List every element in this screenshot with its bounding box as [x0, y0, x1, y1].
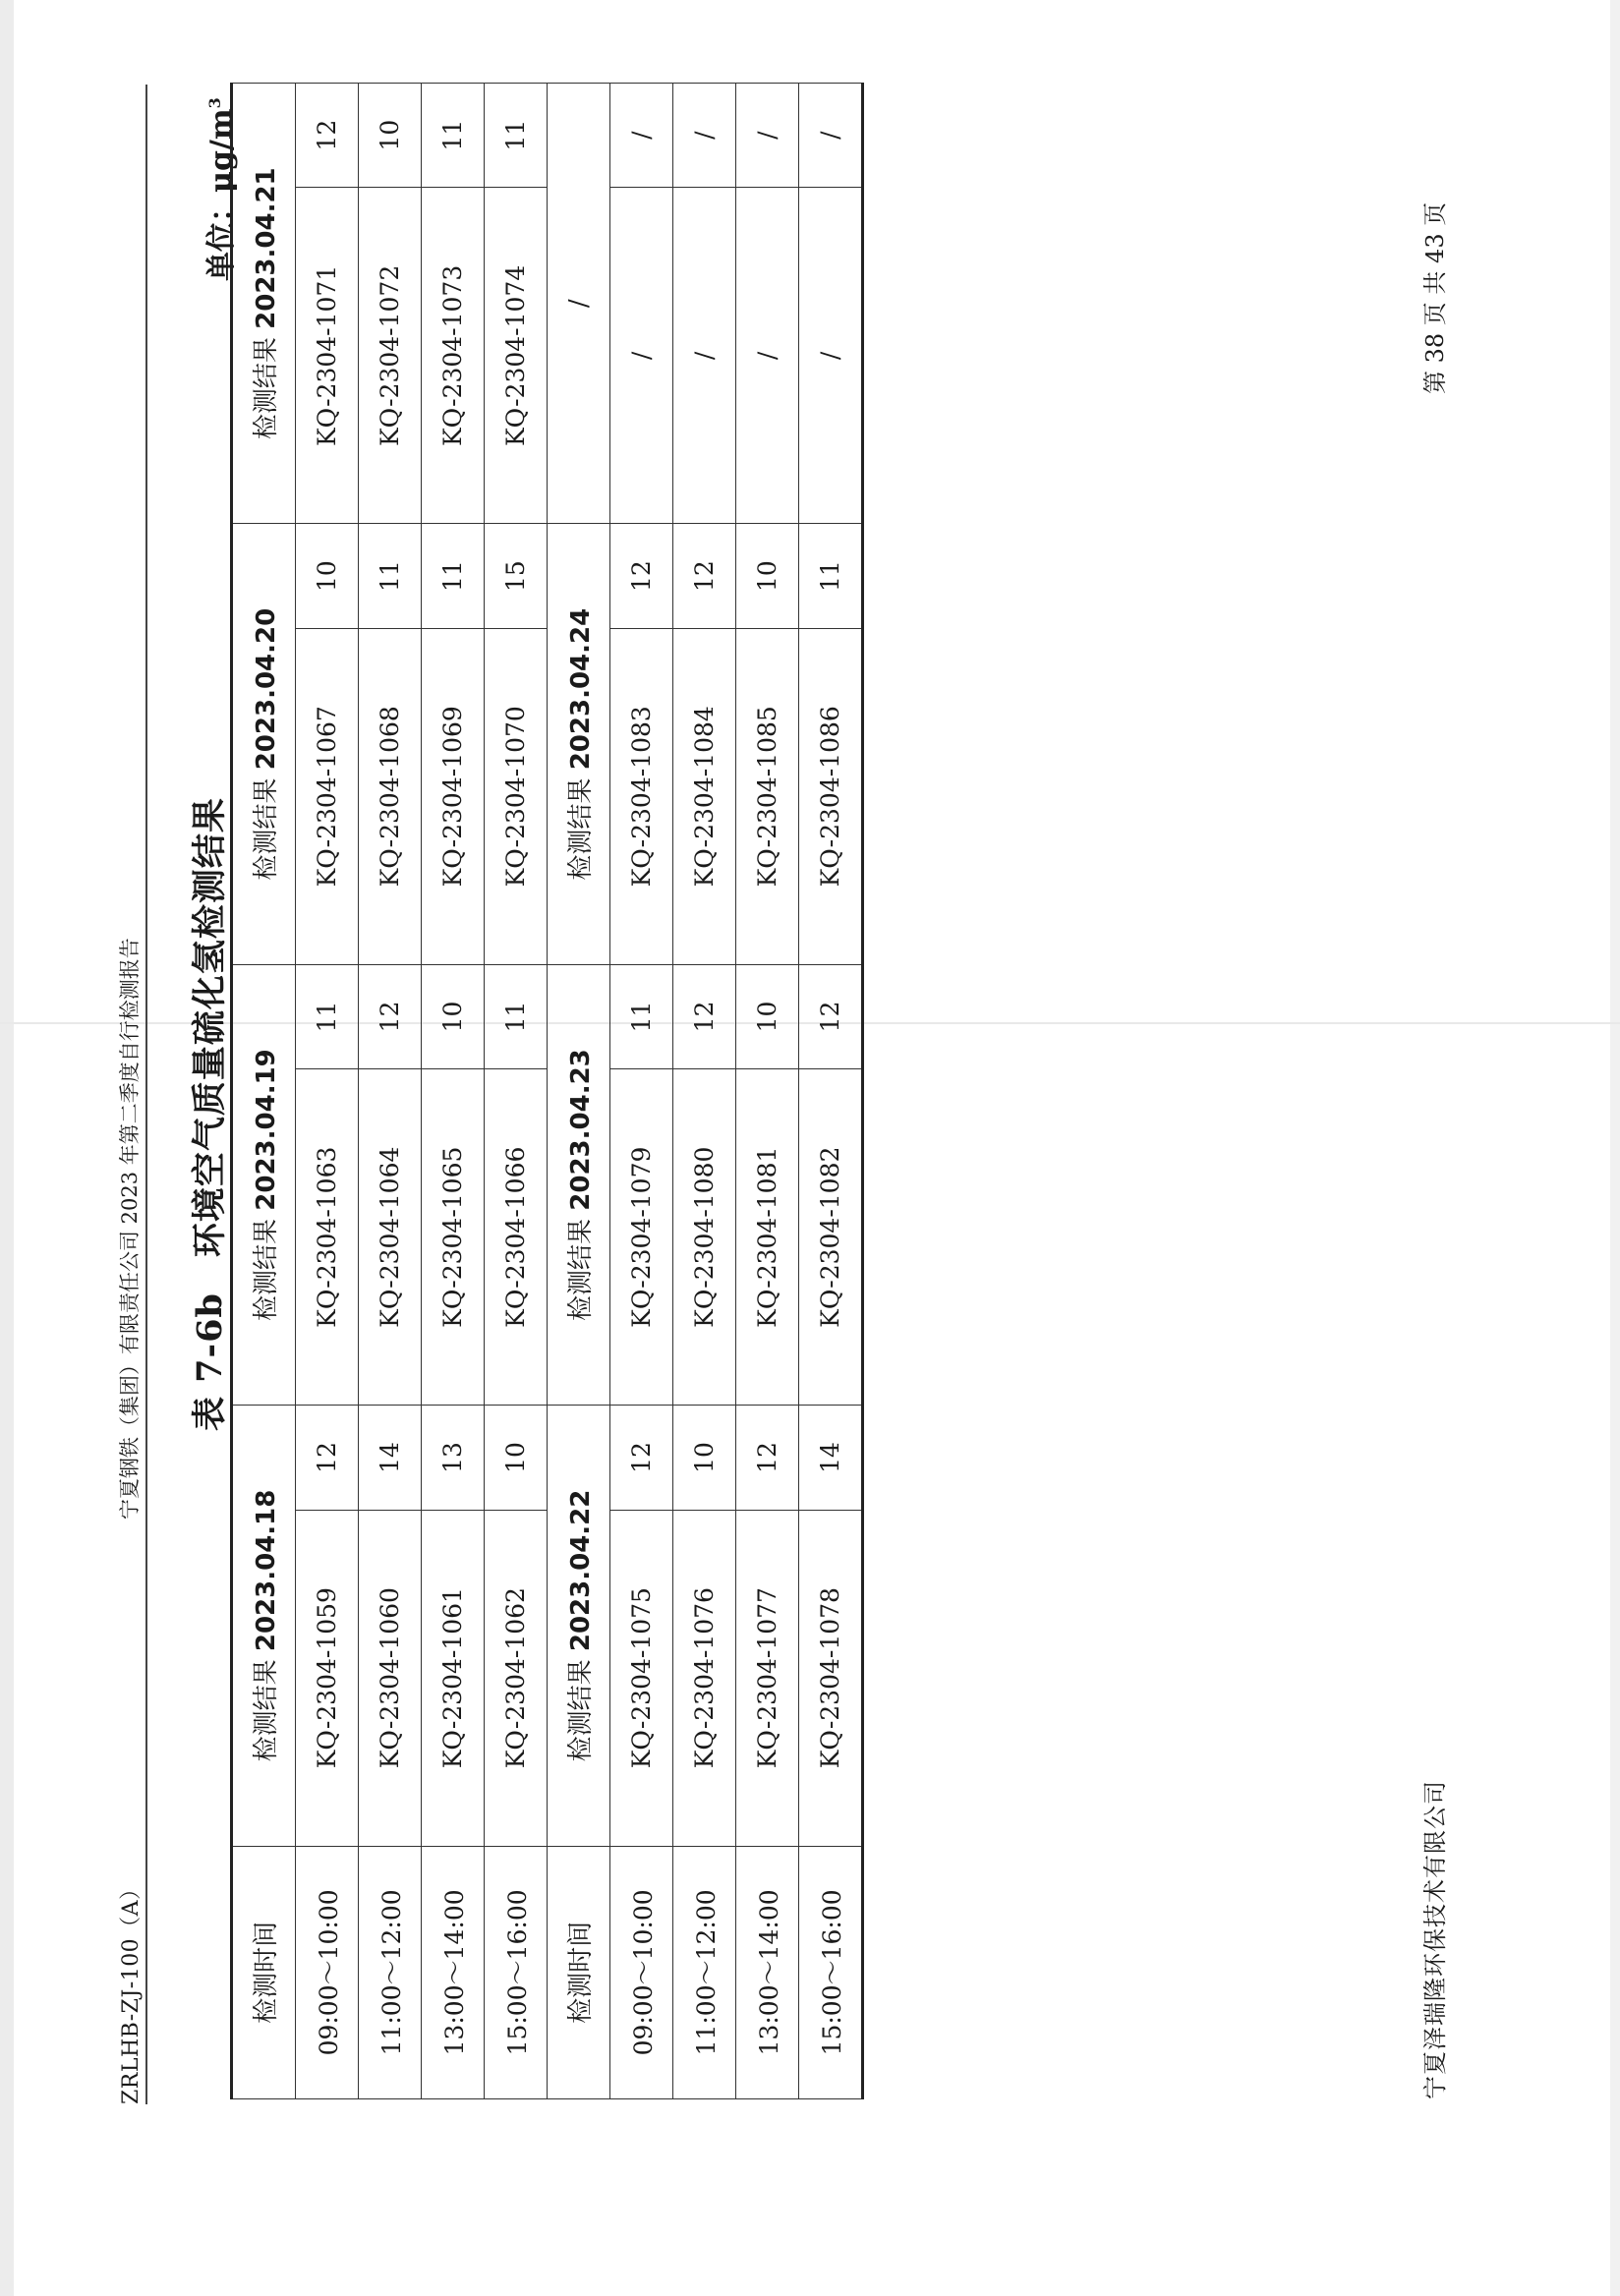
date-value: 2023.04.21 [252, 167, 281, 329]
result-label: 检测结果 [566, 1218, 596, 1321]
sample-id-cell: KQ-2304-1062 [485, 1510, 548, 1846]
date-value: 2023.04.20 [252, 607, 281, 771]
date-value: 2023.04.18 [252, 1489, 281, 1652]
sample-id-cell: KQ-2304-1072 [359, 188, 422, 524]
value-cell: 10 [485, 1406, 548, 1510]
time-cell: 13:00～14:00 [422, 1846, 485, 2098]
date-header [548, 84, 610, 524]
sample-id-cell: KQ-2304-1068 [359, 628, 422, 964]
date-header [548, 524, 610, 964]
time-header: 检测时间 [232, 1846, 296, 2098]
result-label: 检测结果 [566, 777, 596, 881]
time-cell: 09:00～10:00 [296, 1846, 359, 2098]
sample-id-cell: KQ-2304-1059 [296, 1510, 359, 1846]
value-cell: 10 [359, 84, 422, 188]
sample-id-cell: KQ-2304-1078 [799, 1510, 863, 1846]
value-cell: 11 [610, 964, 673, 1068]
value-cell: 11 [422, 84, 485, 188]
table-title: 表 7-6b 环境空气质量硫化氢检测结果 [190, 797, 230, 1431]
value-cell: 10 [422, 964, 485, 1068]
sample-id-cell: KQ-2304-1083 [610, 628, 673, 964]
sample-id-cell: KQ-2304-1069 [422, 628, 485, 964]
table-row [296, 84, 359, 2099]
sample-id-cell: KQ-2304-1073 [422, 188, 485, 524]
value-cell: 11 [422, 524, 485, 628]
footer-page-info: 第 38 页 共 43 页 [1421, 201, 1449, 394]
unit-label: 单位：$\mu g/m^3$ [204, 97, 239, 281]
value-cell: 14 [799, 1406, 863, 1510]
table-row [610, 84, 673, 2099]
time-cell: 11:00～12:00 [673, 1846, 736, 2098]
value-cell: 14 [359, 1406, 422, 1510]
sample-id-cell: KQ-2304-1060 [359, 1510, 422, 1846]
result-label: 检测结果 [252, 1659, 281, 1762]
value-cell: / [736, 84, 799, 188]
report-title: 宁夏钢铁（集团）有限责任公司 2023 年第二季度自行检测报告 [118, 938, 142, 1520]
table-row [736, 84, 799, 2099]
sample-id-cell: KQ-2304-1080 [673, 1069, 736, 1406]
value-cell: / [799, 84, 863, 188]
result-label: 检测结果 [566, 1659, 596, 1762]
date-header [548, 964, 610, 1405]
value-cell: 12 [296, 84, 359, 188]
sample-id-cell: KQ-2304-1077 [736, 1510, 799, 1846]
sample-id-cell: KQ-2304-1082 [799, 1069, 863, 1406]
sample-id-cell: KQ-2304-1076 [673, 1510, 736, 1846]
time-cell: 09:00～10:00 [610, 1846, 673, 2098]
table-row [673, 84, 736, 2099]
date-header [232, 524, 296, 964]
result-label: 检测结果 [252, 1218, 281, 1321]
sample-id-cell: / [736, 188, 799, 524]
date-value: 2023.04.23 [566, 1049, 596, 1211]
value-cell: 10 [736, 964, 799, 1068]
value-cell: 15 [485, 524, 548, 628]
sample-id-cell: / [673, 188, 736, 524]
date-value: / [563, 299, 594, 309]
sample-id-cell: KQ-2304-1067 [296, 628, 359, 964]
results-table [230, 83, 864, 2099]
time-cell: 15:00～16:00 [485, 1846, 548, 2098]
sample-id-cell: / [799, 188, 863, 524]
date-header [232, 84, 296, 524]
time-cell: 15:00～16:00 [799, 1846, 863, 2098]
table-row [485, 84, 548, 2099]
sample-id-cell: KQ-2304-1085 [736, 628, 799, 964]
sample-id-cell: KQ-2304-1081 [736, 1069, 799, 1406]
value-cell: 12 [359, 964, 422, 1068]
sample-id-cell: KQ-2304-1061 [422, 1510, 485, 1846]
value-cell: 10 [296, 524, 359, 628]
sample-id-cell: KQ-2304-1086 [799, 628, 863, 964]
date-value: 2023.04.24 [566, 607, 596, 771]
sample-id-cell: KQ-2304-1065 [422, 1069, 485, 1406]
sample-id-cell: / [610, 188, 673, 524]
header-row [548, 84, 610, 2099]
sample-id-cell: KQ-2304-1075 [610, 1510, 673, 1846]
value-cell: 10 [736, 524, 799, 628]
footer-company: 宁夏泽瑞隆环保技术有限公司 [1421, 1780, 1449, 2099]
header-rule [145, 85, 147, 2104]
result-label: 检测结果 [252, 777, 281, 881]
sample-id-cell: KQ-2304-1074 [485, 188, 548, 524]
value-cell: 12 [673, 964, 736, 1068]
value-cell: 12 [799, 964, 863, 1068]
date-value: 2023.04.19 [252, 1049, 281, 1211]
result-label: 检测结果 [252, 337, 281, 440]
sample-id-cell: KQ-2304-1066 [485, 1069, 548, 1406]
sample-id-cell: KQ-2304-1063 [296, 1069, 359, 1406]
time-cell: 11:00～12:00 [359, 1846, 422, 2098]
value-cell: 12 [736, 1406, 799, 1510]
sample-id-cell: KQ-2304-1064 [359, 1069, 422, 1406]
value-cell: / [610, 84, 673, 188]
value-cell: 11 [799, 524, 863, 628]
value-cell: 10 [673, 1406, 736, 1510]
value-cell: 11 [485, 84, 548, 188]
sample-id-cell: KQ-2304-1084 [673, 628, 736, 964]
table-row [359, 84, 422, 2099]
header-row [232, 84, 296, 2099]
value-cell: 13 [422, 1406, 485, 1510]
sample-id-cell: KQ-2304-1079 [610, 1069, 673, 1406]
date-header [232, 964, 296, 1405]
value-cell: 12 [673, 524, 736, 628]
table-row [422, 84, 485, 2099]
table-row [799, 84, 863, 2099]
value-cell: 12 [610, 524, 673, 628]
time-cell: 13:00～14:00 [736, 1846, 799, 2098]
sample-id-cell: KQ-2304-1071 [296, 188, 359, 524]
value-cell: / [673, 84, 736, 188]
value-cell: 11 [359, 524, 422, 628]
date-header [232, 1406, 296, 1846]
sample-id-cell: KQ-2304-1070 [485, 628, 548, 964]
value-cell: 11 [485, 964, 548, 1068]
value-cell: 12 [296, 1406, 359, 1510]
value-cell: 12 [610, 1406, 673, 1510]
doc-code: ZRLHB-ZJ-100（A） [119, 1877, 144, 2104]
time-header: 检测时间 [548, 1846, 610, 2098]
date-header [548, 1406, 610, 1846]
date-value: 2023.04.22 [566, 1489, 596, 1652]
value-cell: 11 [296, 964, 359, 1068]
